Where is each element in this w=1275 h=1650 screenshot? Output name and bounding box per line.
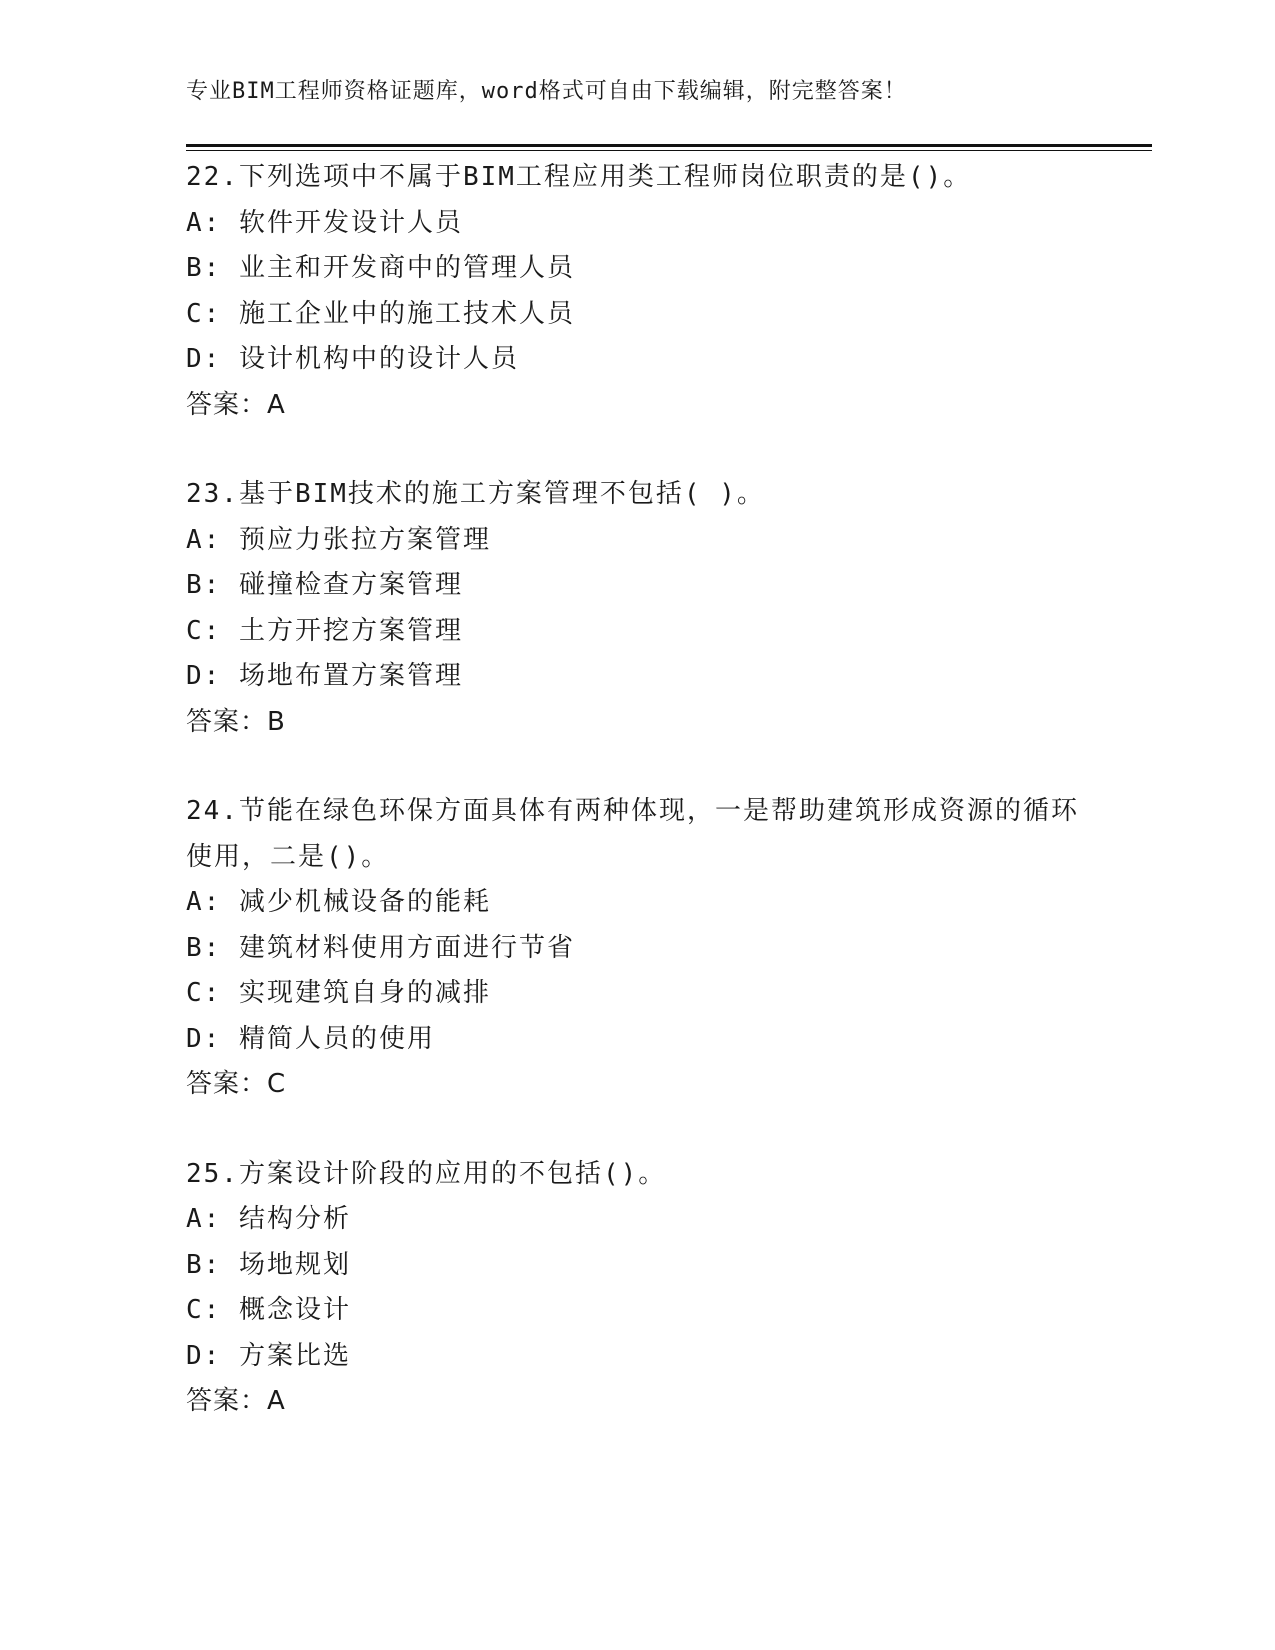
answer: 答案：B [186,706,286,737]
option-b: B: 业主和开发商中的管理人员 [186,253,575,283]
option-a: A: 减少机械设备的能耗 [186,887,491,917]
question-24 [186,789,1096,1108]
option-d: D: 场地布置方案管理 [186,661,463,691]
option-c: C: 施工企业中的施工技术人员 [186,298,575,329]
option-c: C: 概念设计 [186,1295,351,1325]
answer: 答案：A [186,389,286,420]
question-22 [186,155,1096,428]
header-rule-thick [186,144,1152,147]
question-list [186,155,1096,1469]
page-header: 专业BIM工程师资格证题库，word格式可自由下载编辑，附完整答案！ [186,79,907,104]
option-b: B: 场地规划 [186,1249,351,1280]
question-stem: 25.方案设计阶段的应用的不包括()。 [186,1158,667,1189]
header-rule-thin [186,150,1152,151]
option-d: D: 方案比选 [186,1340,351,1371]
option-d: D: 设计机构中的设计人员 [186,344,519,374]
option-a: A: 预应力张拉方案管理 [186,524,491,555]
question-stem: 23.基于BIM技术的施工方案管理不包括( )。 [186,479,765,509]
option-a: A: 结构分析 [186,1204,351,1234]
answer: 答案：A [186,1386,286,1416]
option-c: C: 实现建筑自身的减排 [186,978,491,1008]
option-c: C: 土方开挖方案管理 [186,615,463,646]
option-d: D: 精简人员的使用 [186,1023,435,1054]
option-b: B: 碰撞检查方案管理 [186,570,463,600]
answer: 答案：C [186,1069,287,1099]
option-b: B: 建筑材料使用方面进行节省 [186,932,575,963]
question-23 [186,472,1096,745]
question-stem: 24.节能在绿色环保方面具体有两种体现，一是帮助建筑形成资源的循环使用，二是()。 [186,796,1079,872]
option-a: A: 软件开发设计人员 [186,207,463,238]
question-25 [186,1152,1096,1425]
question-stem: 22.下列选项中不属于BIM工程应用类工程师岗位职责的是()。 [186,162,972,192]
